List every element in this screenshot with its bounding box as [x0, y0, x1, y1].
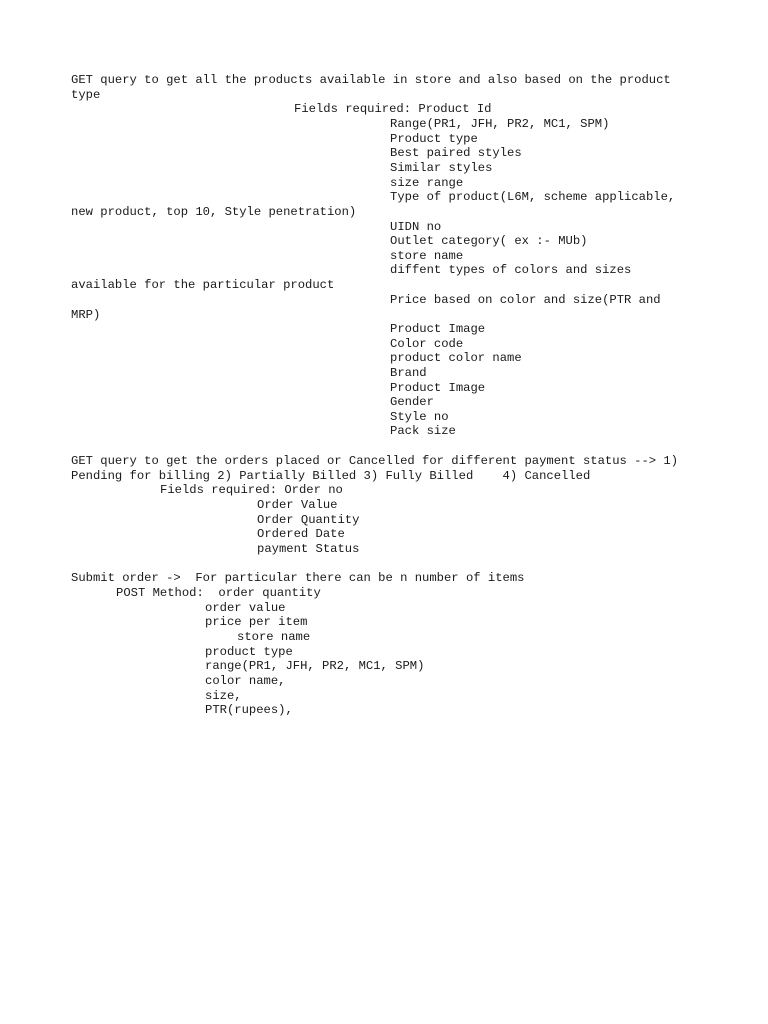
section2-fields-label: Fields required: Order no	[160, 483, 343, 497]
section1-field: Color code	[390, 337, 464, 351]
section2-field: Order Quantity	[257, 513, 360, 527]
section1-field: Price based on color and size(PTR and	[390, 293, 661, 307]
section1-field: UIDN no	[390, 220, 442, 234]
section1-field: size range	[390, 176, 464, 190]
section1-field: diffent types of colors and sizes	[390, 263, 632, 277]
section3-intro-line: Submit order -> For particular there can be n number of items	[71, 571, 525, 585]
section1-field: Similar styles	[390, 161, 493, 175]
section2-field: Ordered Date	[257, 527, 345, 541]
section1-field: Product Image	[390, 381, 486, 395]
section1-intro-line1: GET query to get all the products available in store and also based on the product	[71, 73, 671, 87]
section3-field: size,	[205, 689, 242, 703]
section3-field: price per item	[205, 615, 308, 629]
section3-field: PTR(rupees),	[205, 703, 293, 717]
section1-field: Product type	[390, 132, 478, 146]
section1-field: Pack size	[390, 424, 456, 438]
section3-field: product type	[205, 645, 293, 659]
section3-method-label: POST Method: order quantity	[116, 586, 321, 600]
section1-field: Gender	[390, 395, 434, 409]
section1-field: store name	[390, 249, 464, 263]
section1-field-wrap: available for the particular product	[71, 278, 335, 292]
section1-field-wrap: MRP)	[71, 308, 101, 322]
section1-field: Brand	[390, 366, 427, 380]
section2-intro-line2: Pending for billing 2) Partially Billed 3) Fully Billed 4) Cancelled	[71, 469, 591, 483]
section2-field: Order Value	[257, 498, 338, 512]
section3-field: range(PR1, JFH, PR2, MC1, SPM)	[205, 659, 425, 673]
section1-intro-line2: type	[71, 88, 101, 102]
section1-field: Best paired styles	[390, 146, 522, 160]
section1-field-wrap: new product, top 10, Style penetration)	[71, 205, 357, 219]
section1-field: product color name	[390, 351, 522, 365]
section2-field: payment Status	[257, 542, 360, 556]
section1-fields-label: Fields required: Product Id	[294, 102, 492, 116]
section3-field: order value	[205, 601, 286, 615]
section2-intro-line1: GET query to get the orders placed or Cancelled for different payment status --> 1)	[71, 454, 679, 468]
section3-field: store name	[237, 630, 311, 644]
section3-field: color name,	[205, 674, 286, 688]
section1-field: Style no	[390, 410, 449, 424]
section1-field: Range(PR1, JFH, PR2, MC1, SPM)	[390, 117, 610, 131]
section1-field: Product Image	[390, 322, 486, 336]
section1-field: Type of product(L6M, scheme applicable,	[390, 190, 676, 204]
section1-field: Outlet category( ex :- MUb)	[390, 234, 588, 248]
